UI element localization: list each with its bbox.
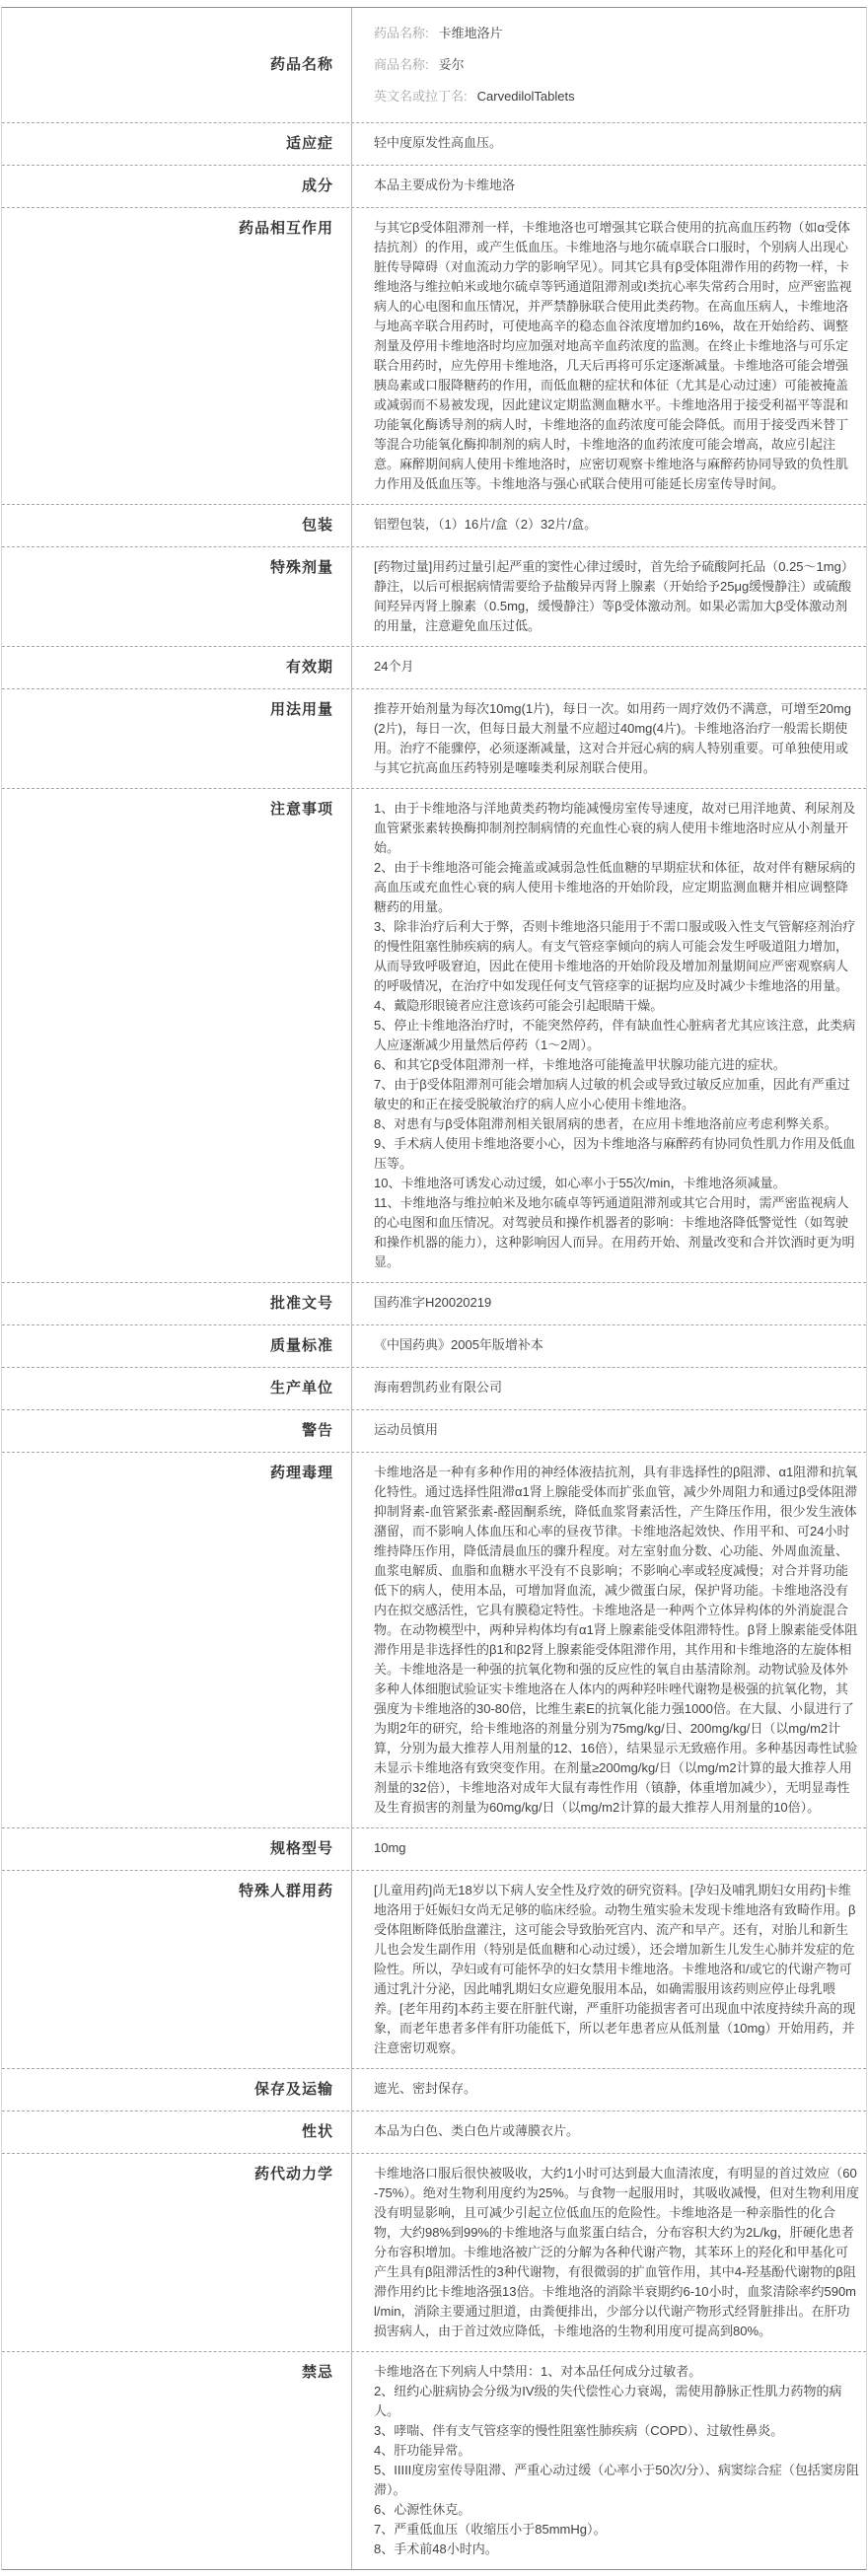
row-label-cell <box>2 208 352 504</box>
row-content-cell <box>352 1871 866 2068</box>
table-row <box>2 547 866 647</box>
content-paragraph: 6、心源性休克。 <box>374 2502 471 2517</box>
row-content-cell <box>352 647 866 688</box>
row-label: 保存及运输 <box>253 2081 333 2098</box>
content-paragraph: 2、由于卡维地洛可能会掩盖或减弱急性低血糖的早期症状和体征，故对伴有糖尿病的高血压或充血性心衰的病人使用卡维地洛的开始阶段，应定期监测血糖并相应调整降糖药的用量。 <box>374 860 856 914</box>
table-row <box>2 505 866 547</box>
content-paragraph: 24个月 <box>374 659 414 674</box>
row-content-cell <box>352 505 866 546</box>
row-label-cell <box>2 2352 352 2569</box>
content-paragraph: 卡维地洛是一种有多种作用的神经体液拮抗剂，具有非选择性的β阻滞、α1阻滞和抗氧化特性。通过选择性阻滞α1肾上腺能受体而扩张血管，减少外周阻力和通过β受体阻滞抑制肾素-血管紧张素-醛固酮系统，降低血浆肾素活性，产生降压作用，很少发生液体潴留，而不影响人体血压和心率的昼夜节律。卡维地洛起效快、作用平和、可24小时维持降压作用，降低清晨血压的骤升程度。对左室射血分数、心功能、外周血流量、血浆电解质、血脂和血糖水平没有不良影响；不影响心率或轻度减慢；对合并肾功能低下的病人，使用本品，可增加肾血流，减少微蛋白尿，保护肾功能。卡维地洛没有内在拟交感活性，它具有膜稳定特性。卡维地洛是一种两个立体异构体的外消旋混合物。在动物模型中，两种异构体均有α1肾上腺素能受体阻滞特性。β肾上腺素能受体阻滞作用是非选择性的β1和β2肾上腺素能受体阻滞作用，其作用和卡维地洛的左旋体相关。卡维地洛是一种强的抗氧化物和强的反应性的氧自由基清除剂。动物试验及体外多种人体细胞试验证实卡维地洛在人体内的两种羟咔唑代谢物是极强的抗氧化物，其强度为卡维地洛的30-80倍，比维生素E的抗氧化能力强1000倍。在大鼠、小鼠进行了为期2年的研究，给卡维地洛的剂量分别为75mg/kg/日、200mg/kg/日（以mg/m2计算，分别为最大推荐人用剂量的12、16倍），结果显示无致癌作用。多种基因毒性试验未显示卡维地洛有致突变作用。在剂量≥200mg/kg/日（以mg/m2计算的最大推荐人用剂量的32倍），卡维地洛对成年大鼠有毒性作用（镇静，体重增加减少），无明显毒性及生育损害的剂量为60mg/kg/日（以mg/m2计算的最大推荐人用剂量的10倍）。 <box>374 1465 858 1815</box>
table-row <box>2 208 866 505</box>
table-row <box>2 123 866 166</box>
content-paragraph: 8、手术前48小时内。 <box>374 2541 498 2556</box>
content-paragraph: [儿童用药]尚无18岁以下病人安全性及疗效的研究资料。[孕妇及哺乳期妇女用药]卡维地洛用于妊娠妇女尚无足够的临床经验。动物生殖实验未发现卡维地洛有致畸作用。β受体阻断降低胎盘灌注，这可能会导致胎死宫内、流产和早产。还有，对胎儿和新生儿也会发生副作用（特别是低血糖和心动过缓），还会增加新生儿发生心肺并发症的危险性。所以，孕妇或有可能怀孕的妇女禁用卡维地洛。卡维地洛和/或它的代谢产物可通过乳汁分泌，因此哺乳期妇女应避免服用本品，如确需服用该药则应停止母乳喂养。[老年用药]本药主要在肝脏代谢，严重肝功能损害者可出现血中浓度持续升高的现象，而老年患者多伴有肝功能低下，所以老年患者应从低剂量（10mg）开始用药，并注意密切观察。 <box>374 1883 856 2055</box>
table-row <box>2 1453 866 1828</box>
row-label: 警告 <box>301 1422 333 1439</box>
row-label-cell <box>2 2111 352 2153</box>
content-paragraph: 6、和其它β受体阻滞剂一样，卡维地洛可能掩盖甲状腺功能亢进的症状。 <box>374 1057 786 1072</box>
content-paragraph: 10mg <box>374 1840 406 1855</box>
row-content-cell <box>352 2069 866 2111</box>
row-content-cell <box>352 689 866 788</box>
content-paragraph: 本品主要成份为卡维地洛 <box>374 178 516 192</box>
content-paragraph: 10、卡维地洛可诱发心动过缓，如心率小于55次/min，卡维地洛须减量。 <box>374 1176 786 1190</box>
row-content-cell <box>352 1325 866 1367</box>
content-paragraph: 国药准字H20020219 <box>374 1295 492 1310</box>
content-paragraph: 轻中度原发性高血压。 <box>374 135 503 150</box>
row-label: 质量标准 <box>269 1337 333 1354</box>
row-label-cell <box>2 1410 352 1452</box>
row-content-cell <box>352 1828 866 1870</box>
row-content-cell <box>352 2154 866 2351</box>
row-label: 特殊人群用药 <box>238 1883 333 1899</box>
drug-name-field <box>374 81 860 112</box>
table-row <box>2 2111 866 2154</box>
content-paragraph: 3、除非治疗后利大于弊，否则卡维地洛只能用于不需口服或吸入性支气管解痉剂治疗的慢性阻塞性肺疾病的病人。有支气管痉挛倾向的病人可能会发生呼吸道阻力增加，从而导致呼吸窘迫，因此在使用卡维地洛的开始阶段及增加剂量期间应严密观察病人的呼吸情况，在治疗中如发现任何支气管痉挛的证据均应及时减少卡维地洛的用量。 <box>374 919 856 993</box>
drug-name-field <box>374 18 860 49</box>
content-paragraph: 11、卡维地洛与维拉帕米及地尔硫卓等钙通道阻滞剂或其它合用时，需严密监视病人的心电图和血压情况。对驾驶员和操作机器者的影响：卡维地洛降低警觉性（如驾驶和操作机器的能力），这种影响因人而异。在用药开始、剂量改变和合并饮酒时更为明显。 <box>374 1195 855 1269</box>
content-paragraph: 5、IIIII度房室传导阻滞、严重心动过缓（心率小于50次/分）、病窦综合症（包括窦房阻滞）。 <box>374 2463 859 2497</box>
row-label-cell <box>2 689 352 788</box>
field-key: 商品名称: <box>374 57 429 72</box>
row-content-cell <box>352 1368 866 1409</box>
content-paragraph: 遮光、密封保存。 <box>374 2081 477 2096</box>
row-label-cell <box>2 166 352 207</box>
row-label: 适应症 <box>285 135 333 152</box>
row-label-cell <box>2 2069 352 2111</box>
row-content-cell <box>352 8 866 122</box>
content-paragraph: 铝塑包装，（1）16片/盒（2）32片/盒。 <box>374 517 598 532</box>
row-content-cell <box>352 1283 866 1324</box>
table-row <box>2 2154 866 2352</box>
content-paragraph: 与其它β受体阻滞剂一样，卡维地洛也可增强其它联合使用的抗高血压药物（如α受体拮抗剂）的作用，或产生低血压。卡维地洛与地尔硫卓联合口服时，个别病人出现心脏传导障碍（对血流动力学的影响罕见）。同其它具有β受体阻滞作用的药物一样，卡维地洛与维拉帕米或地尔硫卓等钙通道阻滞剂或I类抗心率失常药合用时，应严密监视病人的心电图和血压情况，并严禁静脉联合使用此类药物。在高血压病人，卡维地洛与地高辛联合用药时，可使地高辛的稳态血谷浓度增加约16%，故在开始给药、调整剂量及停用卡维地洛时均应加强对地高辛血药浓度的监测。在终止卡维地洛与可乐定联合用药时，应先停用卡维地洛，几天后再将可乐定逐渐减量。卡维地洛可能会增强胰岛素或口服降糖药的作用，而低血糖的症状和体征（尤其是心动过速）可能被掩盖或减弱而不易被发现，因此建议定期监测血糖水平。卡维地洛用于接受利福平等混和功能氧化酶诱导剂的病人时，卡维地洛的血药浓度可能会降低。而用于接受西米替丁等混合功能氧化酶抑制剂的病人时，卡维地洛的血药浓度可能会增高，故应引起注意。麻醉期间病人使用卡维地洛时，应密切观察卡维地洛与麻醉药协同导致的负性肌力作用及低血压等。卡维地洛与强心甙联合使用可能延长房室传导时间。 <box>374 220 852 491</box>
row-content-cell <box>352 123 866 165</box>
row-label-cell <box>2 1828 352 1870</box>
row-label: 用法用量 <box>269 701 333 718</box>
content-paragraph: 2、纽约心脏病协会分级为IV级的失代偿性心力衰竭，需使用静脉正性肌力药物的病人。 <box>374 2384 842 2418</box>
field-key: 英文名或拉丁名: <box>374 89 468 104</box>
table-row <box>2 789 866 1283</box>
table-row <box>2 2069 866 2111</box>
row-label-cell <box>2 123 352 165</box>
content-paragraph: 4、戴隐形眼镜者应注意该药可能会引起眼睛干燥。 <box>374 998 664 1013</box>
table-row <box>2 1828 866 1871</box>
row-label-cell <box>2 1871 352 2068</box>
row-content-cell <box>352 789 866 1282</box>
drug-name-field <box>374 49 860 81</box>
table-row <box>2 166 866 208</box>
row-content-cell <box>352 1410 866 1452</box>
row-label-cell <box>2 2154 352 2351</box>
content-paragraph: [药物过量]用药过量引起严重的窦性心律过缓时，首先给予硫酸阿托品（0.25～1mg）静注，以后可根据病情需要给予盐酸异丙肾上腺素（开始给予25μg缓慢静注）或硫酸间羟异丙肾上腺素（0.5mg，缓慢静注）等β受体激动剂。如果必需加大β受体激动剂的用量，注意避免血压过低。 <box>374 559 854 633</box>
table-row <box>2 1283 866 1325</box>
field-value: 妥尔 <box>438 57 465 72</box>
table-row <box>2 647 866 689</box>
row-label-cell <box>2 647 352 688</box>
row-content-cell <box>352 2111 866 2153</box>
field-value: 卡维地洛片 <box>438 26 503 40</box>
content-paragraph: 1、由于卡维地洛与洋地黄类药物均能减慢房室传导速度，故对已用洋地黄、利尿剂及血管紧张素转换酶抑制剂控制病情的充血性心衰的病人使用卡维地洛时应从小剂量开始。 <box>374 801 856 855</box>
table-row <box>2 1325 866 1368</box>
row-label: 注意事项 <box>269 801 333 818</box>
row-label: 药品相互作用 <box>238 220 333 237</box>
content-paragraph: 9、手术病人使用卡维地洛要小心，因为卡维地洛与麻醉药有协同负性肌力作用及低血压等。 <box>374 1136 856 1171</box>
row-content-cell <box>352 547 866 646</box>
row-label-cell <box>2 1368 352 1409</box>
row-label: 禁忌 <box>301 2364 333 2381</box>
table-row <box>2 689 866 789</box>
content-paragraph: 8、对患有与β受体阻滞剂相关银屑病的患者，在应用卡维地洛前应考虑利弊关系。 <box>374 1116 837 1131</box>
content-paragraph: 5、停止卡维地洛治疗时，不能突然停药，伴有缺血性心脏病者尤其应该注意，此类病人应逐渐减少用量然后停药（1～2周）。 <box>374 1018 856 1052</box>
row-label: 生产单位 <box>269 1380 333 1396</box>
row-content-cell <box>352 166 866 207</box>
row-label-cell <box>2 1453 352 1827</box>
content-paragraph: 7、严重低血压（收缩压小于85mmHg）。 <box>374 2522 607 2537</box>
row-label: 药理毒理 <box>269 1465 333 1481</box>
row-label-cell <box>2 547 352 646</box>
row-content-cell <box>352 1453 866 1827</box>
content-paragraph: 卡维地洛口服后很快被吸收，大约1小时可达到最大血清浓度，有明显的首过效应（60-75%）。绝对生物利用度约为25%。与食物一起服用时，其吸收减慢，但对生物利用度没有明显影响，且可减少引起立位低血压的危险性。卡维地洛是一种亲脂性的化合物，大约98%到99%的卡维地洛与血浆蛋白结合，分布容积大约为2L/kg，肝硬化患者分布容积增加。卡维地洛被广泛的分解为各种代谢产物，其苯环上的羟化和甲基化可产生具有β阻滞活性的3种代谢物，有很微弱的扩血管作用，其中4-羟基酚代谢物的β阻滞作用约比卡维地洛强13倍。卡维地洛的消除半衰期约6-10小时，血浆清除率约590ml/min，消除主要通过胆道，由粪便排出，少部分以代谢产物形式经肾脏排出。在肝功损害病人，由于首过效应降低，卡维地洛的生物利用度可提高到80%。 <box>374 2166 859 2338</box>
content-paragraph: 本品为白色、类白色片或薄膜衣片。 <box>374 2123 580 2138</box>
content-paragraph: 7、由于β受体阻滞剂可能会增加病人过敏的机会或导致过敏反应加重，因此有严重过敏史的和正在接受脱敏治疗的病人应小心使用卡维地洛。 <box>374 1077 850 1111</box>
row-label: 包装 <box>301 517 333 534</box>
row-label-cell <box>2 1283 352 1324</box>
row-content-cell <box>352 2352 866 2569</box>
row-label: 药代动力学 <box>253 2166 333 2182</box>
table-row <box>2 1410 866 1453</box>
content-paragraph: 海南碧凯药业有限公司 <box>374 1380 503 1395</box>
row-content-cell <box>352 208 866 504</box>
table-row <box>2 1368 866 1410</box>
row-label-cell <box>2 1325 352 1367</box>
content-paragraph: 推荐开始剂量为每次10mg(1片)，每日一次。如用药一周疗效仍不满意，可增至20mg(2片)，每日一次，但每日最大剂量不应超过40mg(4片)。卡维地洛治疗一般需长期使用。治疗不能骤停，必须逐渐减量，这对合并冠心病的病人特别重要。可单独使用或与其它抗高血压药特别是噻嗪类利尿剂联合使用。 <box>374 701 851 775</box>
field-value: CarvedilolTablets <box>476 89 575 104</box>
table-row <box>2 2352 866 2569</box>
row-label: 有效期 <box>285 659 333 676</box>
content-paragraph: 《中国药典》2005年版增补本 <box>374 1337 543 1352</box>
row-label-cell <box>2 505 352 546</box>
content-paragraph: 3、哮喘、伴有支气管痉挛的慢性阻塞性肺疾病（COPD）、过敏性鼻炎。 <box>374 2423 784 2438</box>
row-label: 批准文号 <box>269 1295 333 1312</box>
row-label: 规格型号 <box>269 1840 333 1857</box>
row-label: 成分 <box>301 178 333 194</box>
row-label: 药品名称 <box>269 56 333 73</box>
content-paragraph: 卡维地洛在下列病人中禁用：1、对本品任何成分过敏者。 <box>374 2364 702 2379</box>
drug-info-table <box>1 7 867 2570</box>
row-label-cell <box>2 8 352 122</box>
table-row <box>2 1871 866 2069</box>
row-label: 特殊剂量 <box>269 559 333 576</box>
table-row <box>2 8 866 123</box>
field-key: 药品名称: <box>374 26 429 40</box>
content-paragraph: 4、肝功能异常。 <box>374 2443 471 2458</box>
row-label-cell <box>2 789 352 1282</box>
content-paragraph: 运动员慎用 <box>374 1422 439 1437</box>
row-label: 性状 <box>301 2123 333 2140</box>
